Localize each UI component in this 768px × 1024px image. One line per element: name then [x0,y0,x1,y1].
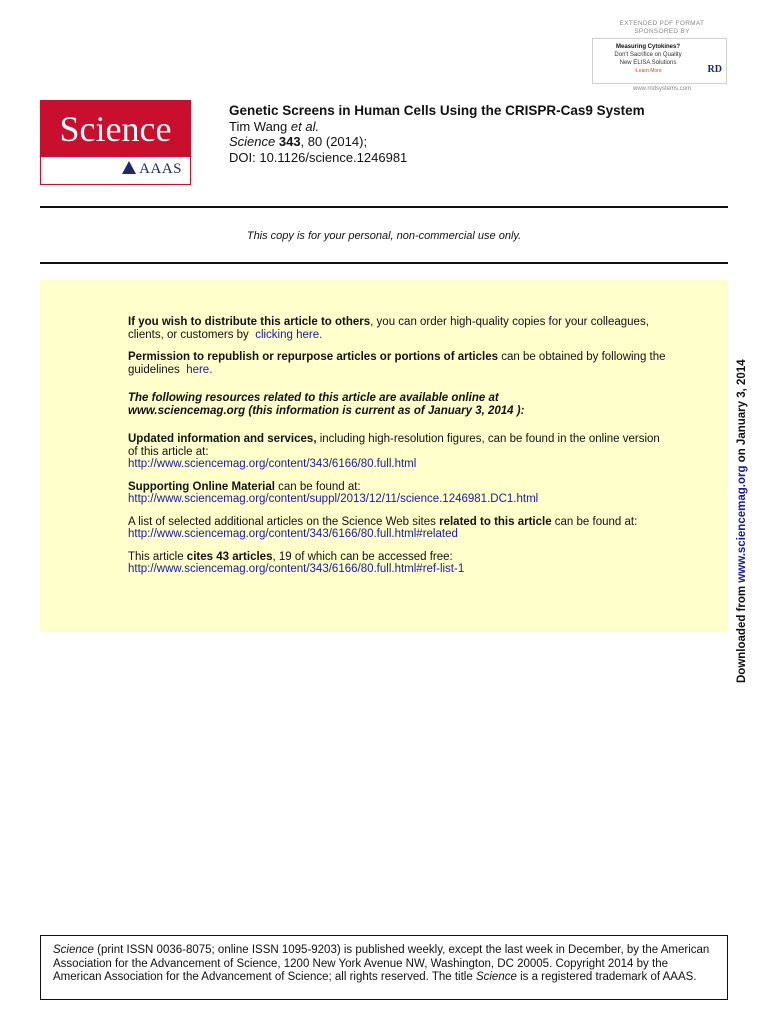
aaas-text: AAAS [139,161,182,177]
related-link[interactable]: http://www.sciencemag.org/content/343/6166/80.full.html#related [128,528,458,540]
updated-link[interactable]: http://www.sciencemag.org/content/343/6166/80.full.html [128,458,417,470]
distribute-paragraph [128,316,668,341]
article-author-suffix: et al. [290,118,320,134]
sponsor-ad-title: Measuring Cytokines? [615,44,680,50]
sponsor-ad-line2: Don't Sacrifice on Quality [614,52,682,58]
republish-text: can be obtained by following the guidelines [128,351,666,376]
side-note-site-link[interactable]: www.sciencemag.org [736,465,748,583]
sponsor-header-line1: EXTENDED PDF FORMAT [619,20,705,27]
footer-journal2: Science [475,971,517,983]
resources-line2: www.sciencemag.org (this information is current as of January 3, 2014 ): [128,404,525,417]
distribute-text: , you can order high-quality copies for your colleagues, clients, or customers by [128,316,649,341]
cites-text-post: , 19 of which can be accessed free: [272,550,453,563]
top-divider [40,206,728,208]
related-paragraph [128,516,668,541]
science-logo[interactable] [40,100,191,185]
som-bold: Supporting Online Material [128,480,275,493]
article-citation [229,134,729,150]
republish-paragraph [128,351,668,376]
sponsor-url[interactable]: www.rndsystems.com [632,86,691,92]
distribute-bold: If you wish to distribute this article to others [128,316,371,328]
article-title: Genetic Screens in Human Cells Using the CRISPR-Cas9 System [229,103,645,118]
side-note-suffix: on January 3, 2014 [736,359,748,466]
info-panel [40,280,728,632]
footer-text2: is a registered trademark of AAAS. [516,971,697,983]
updated-text: including high-resolution figures, can be found in the online version of this article at: [128,433,660,458]
citation-volume: 343 [278,134,301,149]
cites-text-pre: This article [128,550,187,563]
aaas-mark-icon [122,161,136,174]
resources-line1: The following resources related to this article are available online at [128,392,499,404]
citation-journal: Science [229,134,276,149]
footer-text1: (print ISSN 0036-8075; online ISSN 1095-9203) is published weekly, except the last week in December, by the American Association for the Advancement of Science, 1200 New York Avenue NW, Washington, DC 20005. Copyright 2014 by the American Association for the Advancement of Science; all rights reserved. The title [53,944,710,983]
sponsor-header-line2: SPONSORED BY [634,28,690,35]
here-link[interactable]: here. [186,363,213,376]
copyright-footer [40,935,728,1000]
sponsor-header [612,20,712,36]
related-text-pre: A list of selected additional articles on the Science Web sites [128,515,440,528]
article-author: Tim Wang [229,118,288,134]
second-divider [40,262,728,264]
side-note-prefix: Downloaded from [736,582,748,683]
updated-paragraph [128,433,668,471]
clicking-here-link[interactable]: clicking here. [255,328,323,341]
cites-link[interactable]: http://www.sciencemag.org/content/343/6166/80.full.html#ref-list-1 [128,563,465,575]
science-wordmark: Science [41,101,190,157]
aaas-wordmark [122,161,182,178]
article-authors [229,119,729,135]
cites-bold: cites 43 articles [186,550,273,563]
citation-page-year: , 80 (2014); [300,134,368,149]
resources-paragraph [128,392,668,417]
som-text: can be found at: [274,480,361,493]
article-doi: DOI: 10.1126/science.1246981 [229,149,408,165]
footer-journal: Science [53,944,94,956]
related-bold: related to this article [439,515,552,528]
related-text-post: can be found at: [551,515,638,528]
som-paragraph [128,481,668,506]
info-panel-content [128,316,668,586]
updated-bold: Updated information and services, [128,433,317,445]
sponsor-ad-text [603,43,693,75]
sponsor-ad[interactable] [592,38,727,84]
rd-logo: RD [707,64,722,75]
som-link[interactable]: http://www.sciencemag.org/content/suppl/2013/12/11/science.1246981.DC1.html [128,493,539,505]
republish-bold: Permission to republish or repurpose articles or portions of articles [128,351,499,363]
sponsor-ad-learn-more[interactable]: ›Learn More [634,68,662,74]
personal-use-notice: This copy is for your personal, non-commercial use only. [246,230,522,242]
cites-paragraph [128,551,668,576]
download-side-note [736,359,748,683]
article-header [229,103,729,165]
sponsor-ad-line3: New ELISA Solutions [619,60,677,66]
